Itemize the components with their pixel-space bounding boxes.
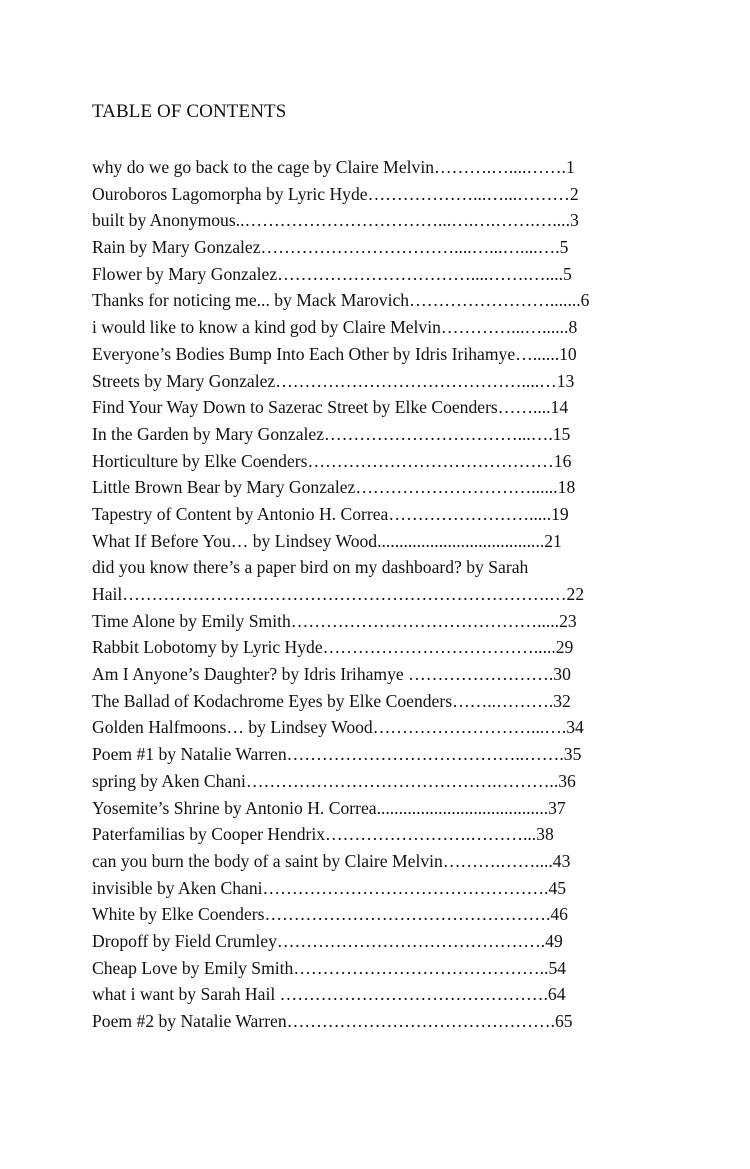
toc-entry: i would like to know a kind god by Claire Melvin…………...…......8 xyxy=(92,317,578,338)
toc-entry: why do we go back to the cage by Claire Melvin……….…....…….1 xyxy=(92,157,575,177)
toc-entry: Am I Anyone’s Daughter? by Idris Irihamye …………………….30 xyxy=(92,664,571,685)
toc-entry: Flower by Mary Gonzalez……………………………....…….…....5 xyxy=(92,263,572,284)
toc-entry: Yosemite’s Shrine by Antonio H. Correa.......................................37 xyxy=(92,797,566,818)
toc-entry: Hail……………………………………………………………….…22 xyxy=(92,584,585,604)
toc-entry: Golden Halfmoons… by Lindsey Wood………………………...….34 xyxy=(92,717,584,738)
toc-entry: Dropoff by Field Crumley……………………………………….49 xyxy=(92,930,563,951)
toc-entry: Paterfamilias by Cooper Hendrix…………………….………...38 xyxy=(92,824,554,845)
toc-entry: Streets by Mary Gonzalez……………………………………....…13 xyxy=(92,370,575,391)
toc-entry: Poem #2 by Natalie Warren……………………………………….65 xyxy=(92,1011,573,1031)
toc-entry: Little Brown Bear by Mary Gonzalez…………………………......18 xyxy=(92,477,576,498)
toc-entry: Poem #1 by Natalie Warren…………………………………..…….35 xyxy=(92,744,582,765)
toc-entry: In the Garden by Mary Gonzalez……………………………...….15 xyxy=(92,423,571,444)
toc-entry: spring by Aken Chani…………………………………….………..36 xyxy=(92,770,576,791)
toc-entry: did you know there’s a paper bird on my dashboard? by Sarah xyxy=(92,557,529,578)
toc-entry: The Ballad of Kodachrome Eyes by Elke Coenders……..……….32 xyxy=(92,690,571,711)
page-title: TABLE OF CONTENTS xyxy=(92,101,287,122)
toc-entry: White by Elke Coenders………………………………………….46 xyxy=(92,904,568,925)
toc-entry: Rabbit Lobotomy by Lyric Hyde……………………………….....29 xyxy=(92,637,574,658)
toc-entry: Thanks for noticing me... by Mack Marovich…………………….......6 xyxy=(92,290,590,311)
toc-entry: Everyone’s Bodies Bump Into Each Other by Idris Irihamye…......10 xyxy=(92,343,577,364)
toc-entry: can you burn the body of a saint by Claire Melvin……….……....43 xyxy=(92,850,571,871)
toc-entry: Tapestry of Content by Antonio H. Correa…………………….....19 xyxy=(92,503,569,524)
table-of-contents xyxy=(92,154,652,1035)
toc-entry: What If Before You… by Lindsey Wood......................................21 xyxy=(92,530,562,551)
toc-entry: built by Anonymous..……………………………...….….…….…....3 xyxy=(92,210,579,231)
toc-entry: Ouroboros Lagomorpha by Lyric Hyde………………...…...………2 xyxy=(92,183,579,204)
toc-entry: Rain by Mary Gonzalez……………………………....…...…....….5 xyxy=(92,237,569,258)
toc-entry: Find Your Way Down to Sazerac Street by Elke Coenders……....14 xyxy=(92,397,569,418)
toc-entry: Time Alone by Emily Smith…………………………………….....23 xyxy=(92,610,577,631)
toc-entry: invisible by Aken Chani………………………………………….45 xyxy=(92,877,567,898)
toc-entry: what i want by Sarah Hail ……………………………………….64 xyxy=(92,984,566,1005)
toc-entry: Horticulture by Elke Coenders……………………………………16 xyxy=(92,450,572,471)
toc-entry: Cheap Love by Emily Smith……………………………………..54 xyxy=(92,957,567,978)
